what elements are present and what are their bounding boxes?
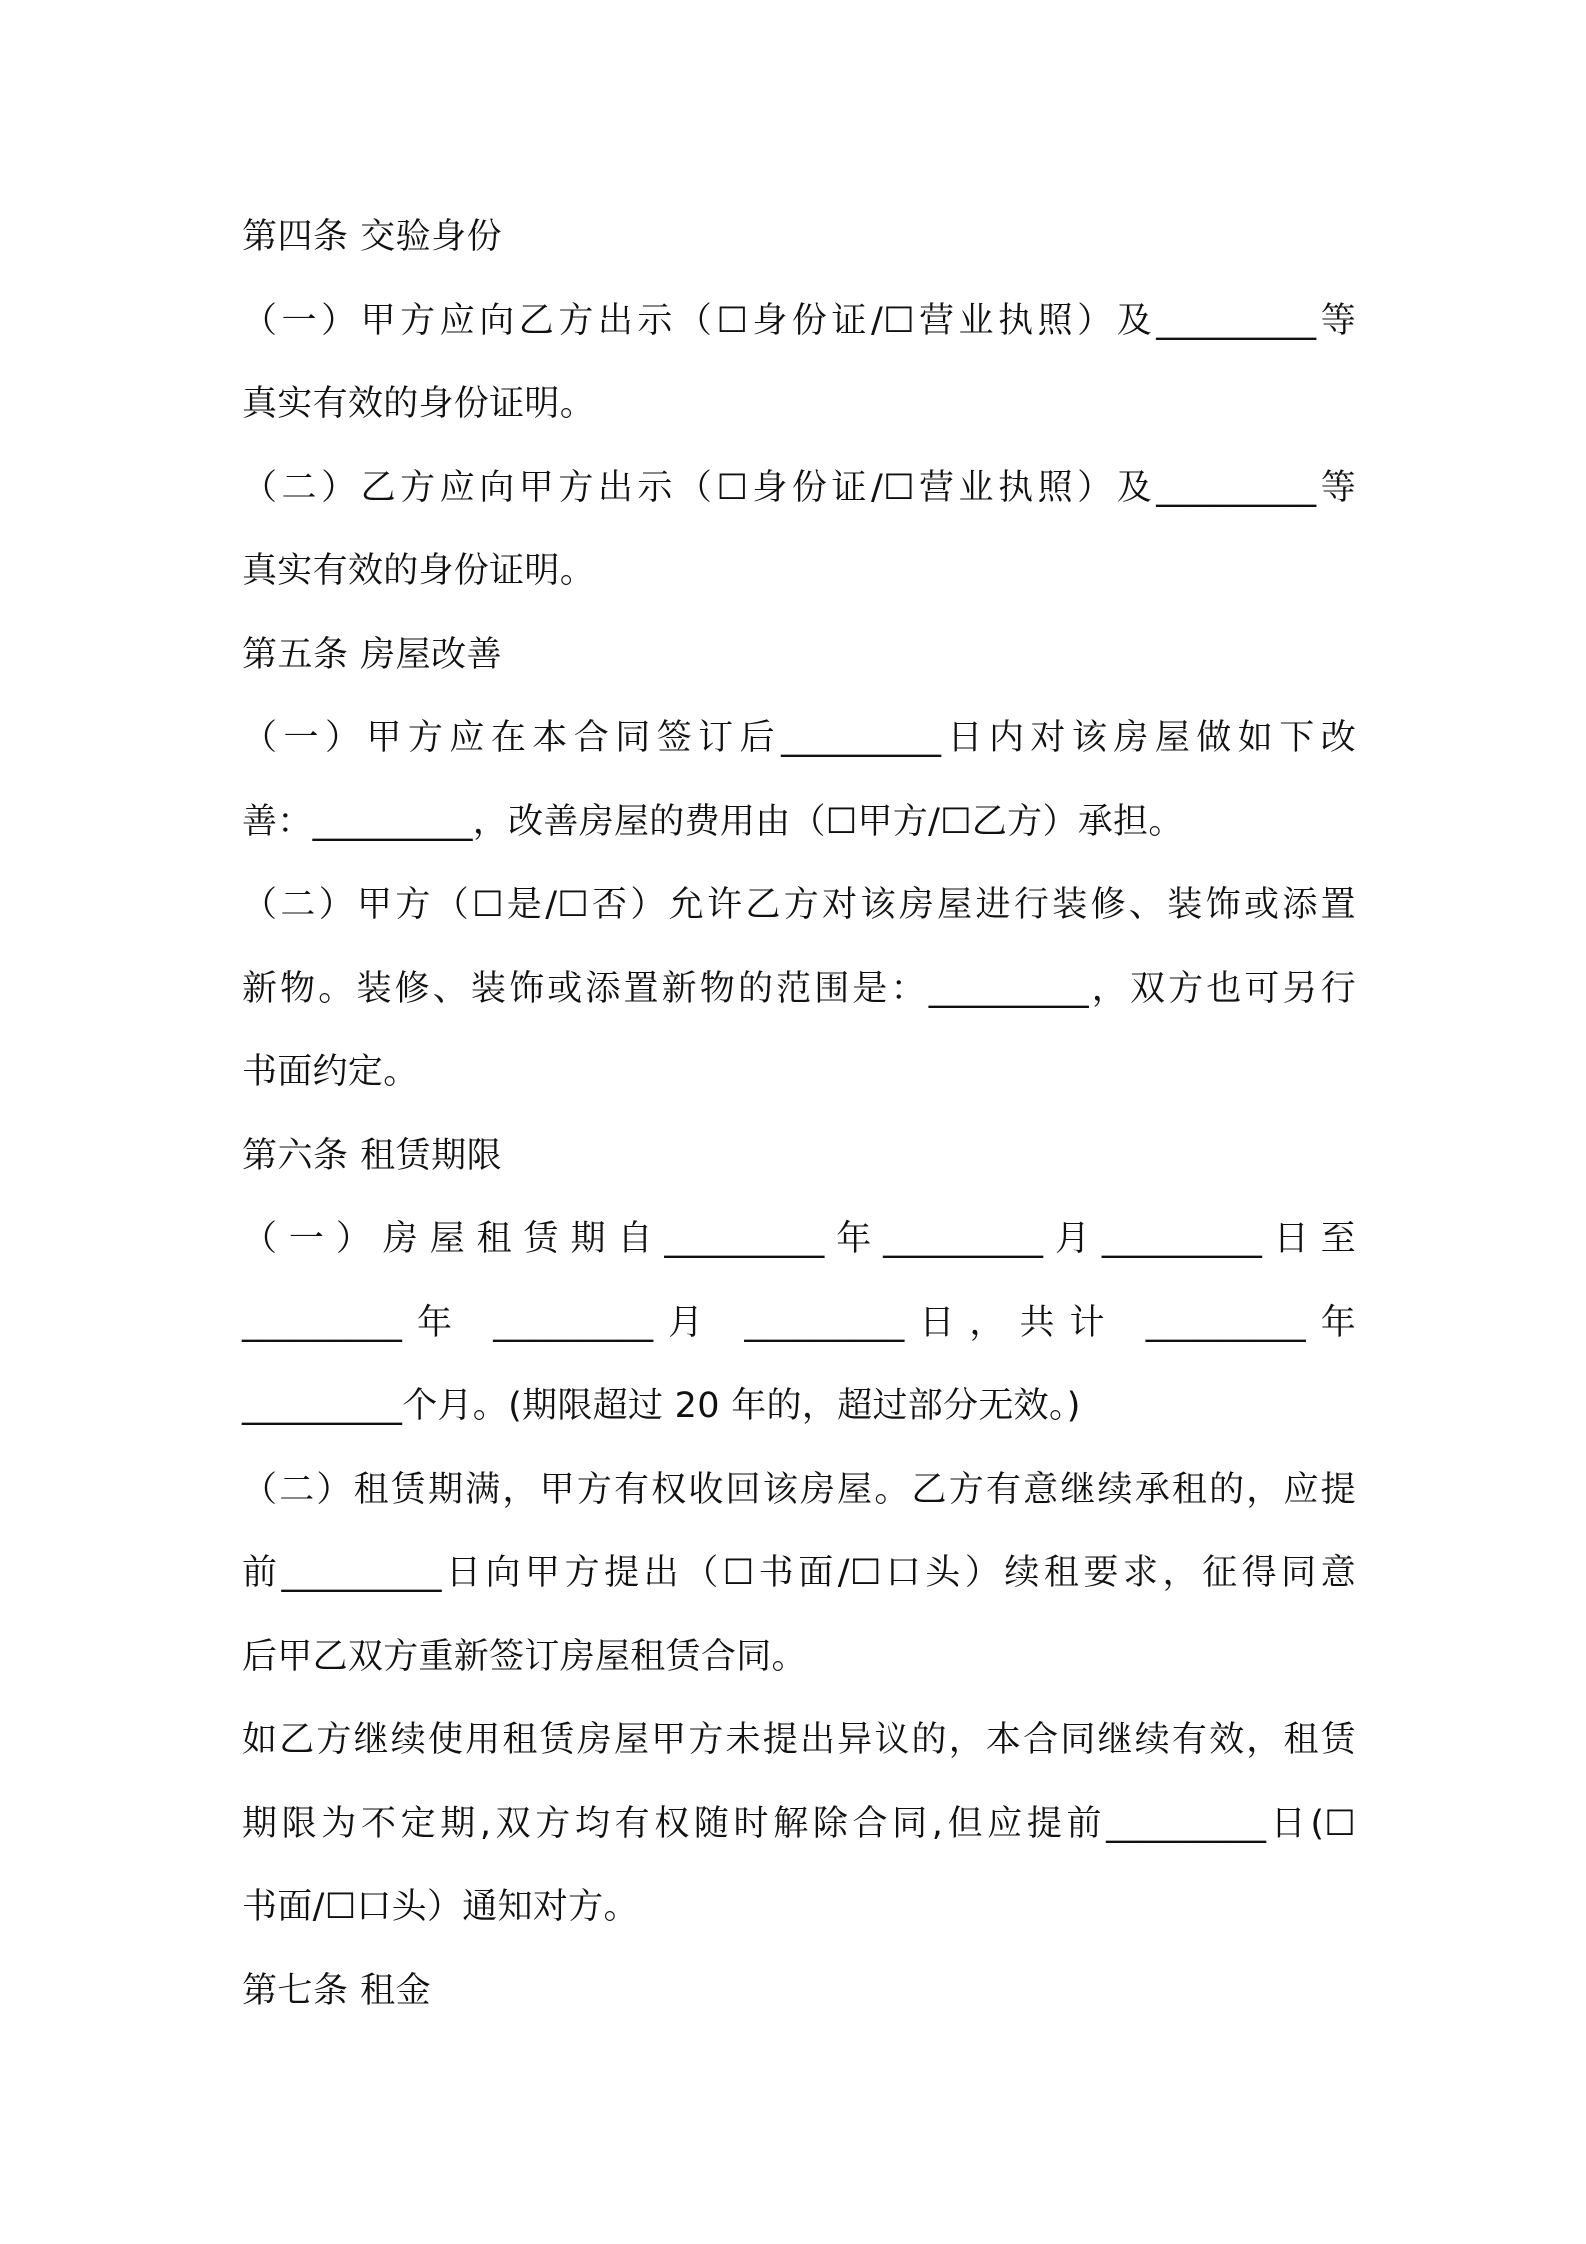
article-6-extra-line-3: 书面/☐口头）通知对方。 (242, 1887, 639, 1927)
article-6-item-1-line-3: _________个月。(期限超过 20 年的，超过部分无效。) (242, 1386, 1081, 1426)
article-6-extra-line-1: 如乙方继续使用租赁房屋甲方未提出异议的，本合同继续有效，租赁 (242, 1720, 1356, 1760)
article-4-item-1-line-2: 真实有效的身份证明。 (242, 384, 596, 424)
article-6-item-2-line-2: 前_________日向甲方提出（☐书面/☐口头）续租要求，征得同意 (242, 1553, 1356, 1593)
article-4-item-2-line-2: 真实有效的身份证明。 (242, 551, 596, 591)
article-4-item-2-line-1: （二）乙方应向甲方出示（☐身份证/☐营业执照）及_________等 (242, 467, 1356, 508)
article-6-item-2-line-1: （二）租赁期满，甲方有权收回该房屋。乙方有意继续承租的，应提 (242, 1469, 1356, 1510)
article-5-item-1-line-2: 善：_________，改善房屋的费用由（☐甲方/☐乙方）承担。 (242, 801, 1184, 842)
article-6-extra-line-2: 期限为不定期,双方均有权随时解除合同,但应提前_________日(☐ (242, 1803, 1356, 1844)
article-6-item-2-line-3: 后甲乙双方重新签订房屋租赁合同。 (242, 1636, 807, 1677)
article-6-item-1-line-1: （一）房屋租赁期自_________年_________月_________日至 (242, 1219, 1356, 1259)
article-7-heading: 第七条 租金 (242, 1970, 432, 2011)
contract-text (242, 196, 1356, 2033)
article-5-item-2-line-2: 新物。装修、装饰或添置新物的范围是：_________，双方也可另行 (242, 968, 1356, 1009)
article-5-item-2-line-3: 书面约定。 (242, 1052, 419, 1092)
article-6-item-1-line-2: _________年 _________月 _________日，共计 _________年 (242, 1302, 1356, 1343)
article-5-item-2-line-1: （二）甲方（☐是/☐否）允许乙方对该房屋进行装修、装饰或添置 (242, 885, 1356, 925)
article-6-heading: 第六条 租赁期限 (242, 1135, 503, 1176)
article-5-item-1-line-1: （一）甲方应在本合同签订后_________日内对该房屋做如下改 (242, 718, 1356, 758)
article-4-item-1-line-1: （一）甲方应向乙方出示（☐身份证/☐营业执照）及_________等 (242, 300, 1356, 341)
article-4-heading: 第四条 交验身份 (242, 217, 503, 257)
article-5-heading: 第五条 房屋改善 (242, 634, 503, 675)
